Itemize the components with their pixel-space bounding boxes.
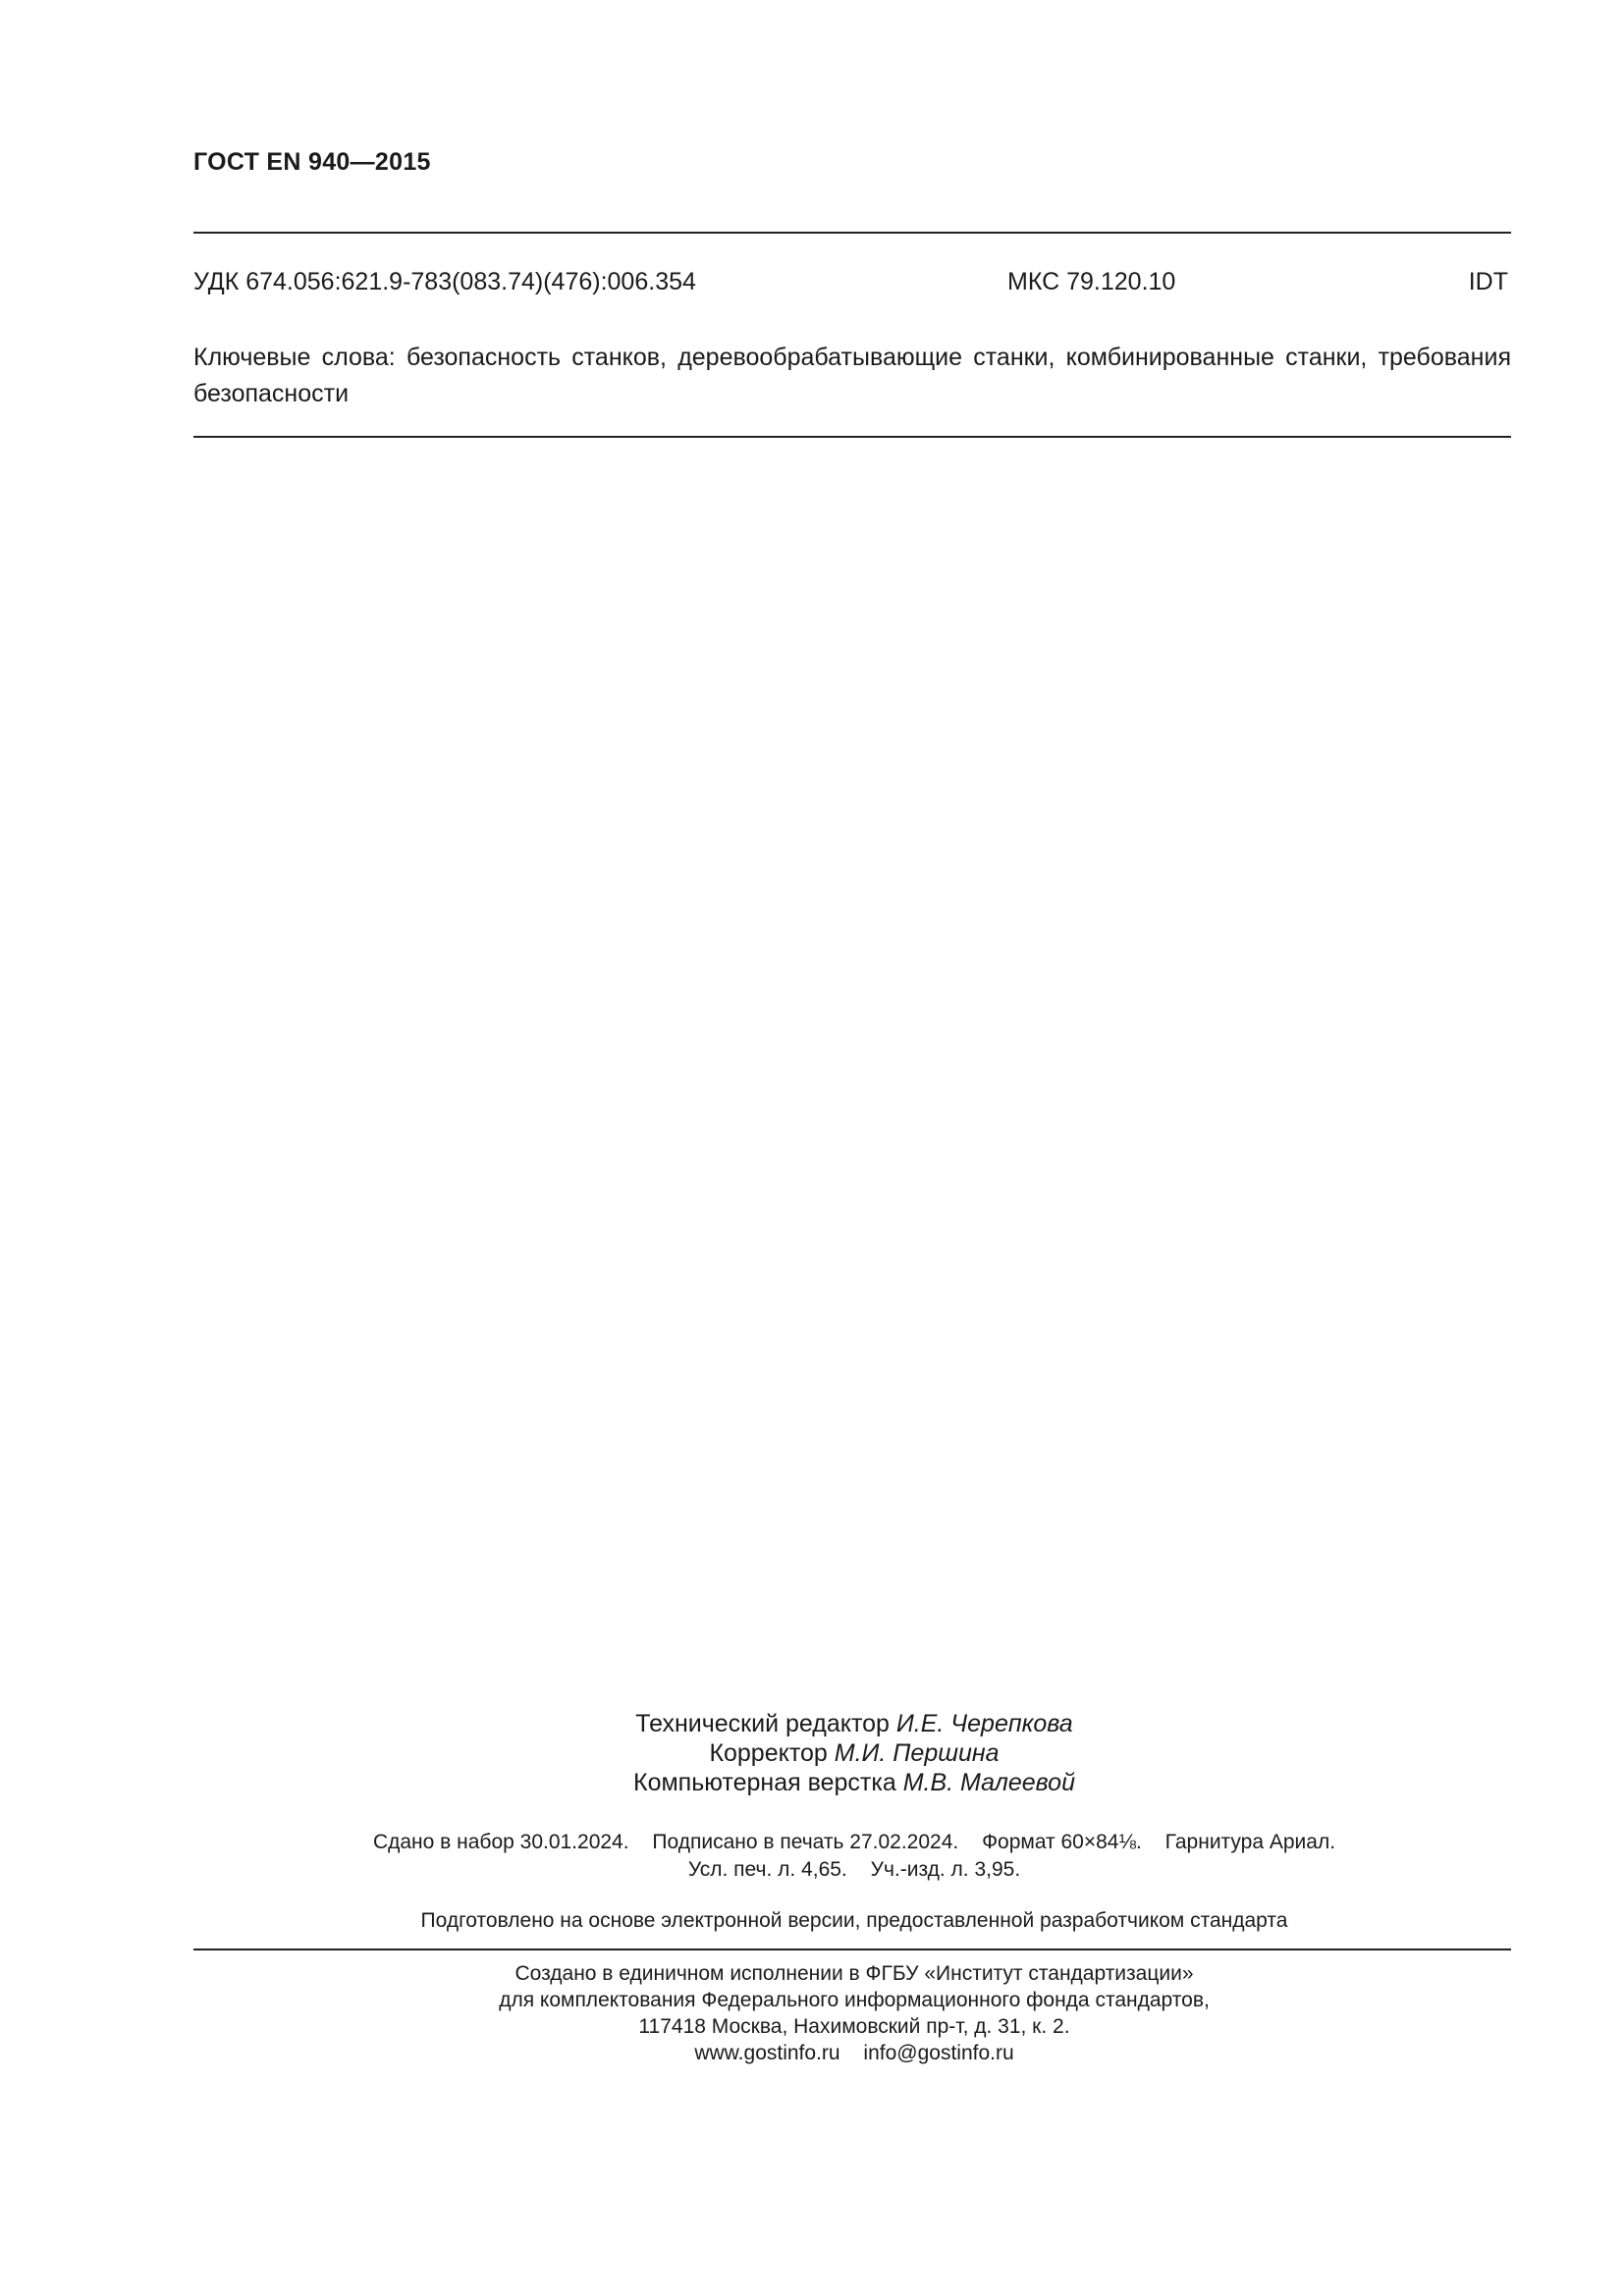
signed-date: Подписано в печать 27.02.2024. [652,1831,959,1853]
publisher-contacts [0,2040,1624,2066]
email-link[interactable]: info@gostinfo.ru [863,2042,1014,2064]
publisher-sheets: Уч.-изд. л. 3,95. [870,1858,1021,1881]
document-code: ГОСТ EN 940—2015 [193,148,431,176]
print-info-line-1 [0,1829,1624,1856]
website-link[interactable]: www.gostinfo.ru [694,2042,840,2064]
printed-sheets: Усл. печ. л. 4,65. [687,1858,847,1881]
top-divider [193,232,1511,234]
publisher-line-2: для комплектования Федерального информационного фонда стандартов, [499,1989,1210,2011]
corrector-role: Корректор [709,1739,828,1767]
corrector-line [0,1738,1624,1768]
credits-block [0,1709,1624,1797]
tech-editor-name: И.Е. Черепкова [895,1710,1073,1737]
corrector-name: М.И. Першина [834,1739,1000,1767]
mks-code: МКС 79.120.10 [1007,268,1176,295]
layout-name: М.В. Малеевой [902,1769,1075,1796]
print-info-line-2 [0,1856,1624,1884]
tech-editor-role: Технический редактор [635,1710,890,1737]
tech-editor-line [0,1709,1624,1738]
keywords-divider [193,436,1511,438]
layout-role: Компьютерная верстка [633,1769,896,1796]
paper-format: Формат 60×84⅛. [982,1831,1142,1853]
typeface: Гарнитура Ариал. [1164,1831,1336,1853]
udk-code: УДК 674.056:621.9-783(083.74)(476):006.354 [193,268,696,295]
print-info-block [0,1829,1624,1884]
footer-divider [193,1949,1511,1950]
publisher-block [0,1960,1624,2066]
submitted-date: Сдано в набор 30.01.2024. [372,1831,629,1853]
keywords-paragraph: Ключевые слова: безопасность станков, деревообрабатывающие станки, комбинированные станки, требования безопасности [193,344,1511,407]
publisher-line-1: Создано в единичном исполнении в ФГБУ «Институт стандартизации» [514,1962,1194,1985]
prepared-note: Подготовлено на основе электронной версии, предоставленной разработчиком стандарта [420,1909,1288,1932]
layout-line [0,1768,1624,1797]
classification-row [193,268,1511,301]
publisher-address: 117418 Москва, Нахимовский пр-т, д. 31, к. 2. [638,2015,1070,2038]
idt-marker: IDT [1468,268,1508,295]
